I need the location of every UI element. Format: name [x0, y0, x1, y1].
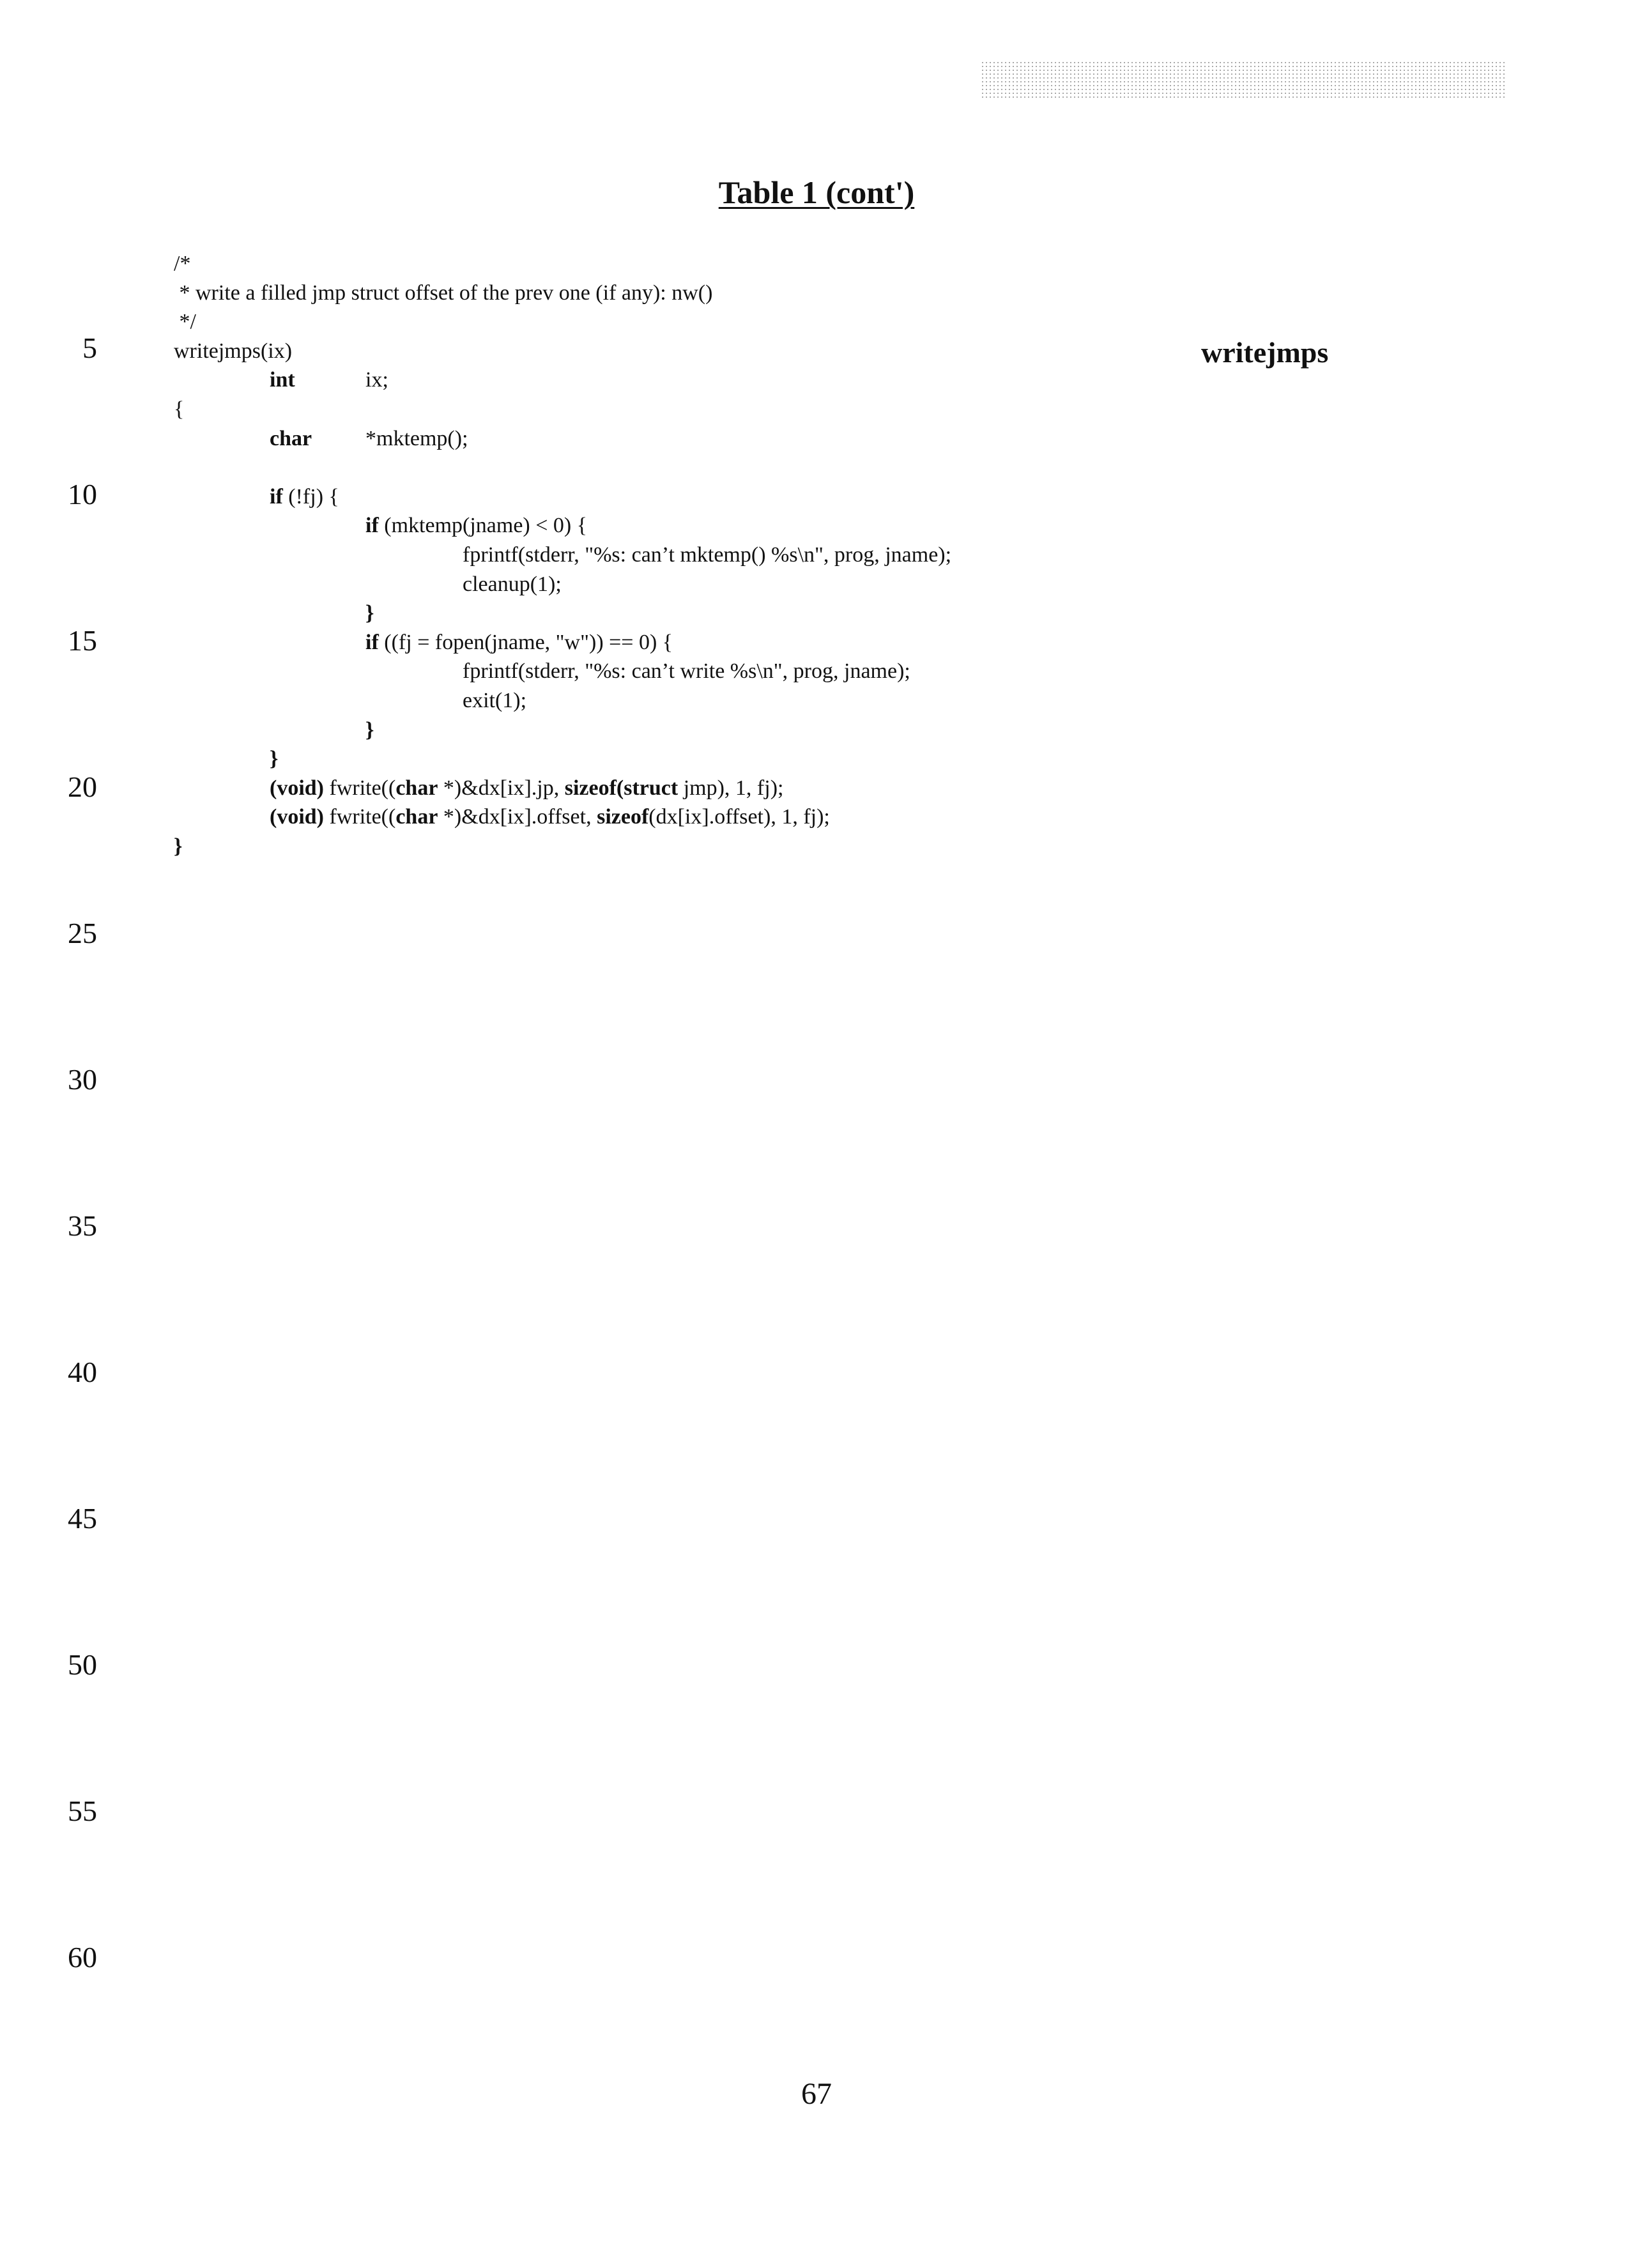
code-line: [174, 774, 951, 803]
code-line: [174, 657, 951, 686]
keyword: sizeof: [597, 805, 649, 829]
line-number: 35: [68, 1209, 97, 1242]
code-listing: [174, 249, 951, 861]
code-text: (dx[ix].offset), 1, fj);: [648, 805, 830, 829]
code-line: [174, 744, 951, 774]
keyword: char: [395, 776, 438, 800]
keyword: (void): [270, 776, 324, 800]
brace: }: [174, 834, 183, 858]
line-number: 25: [68, 917, 97, 949]
page-title: Table 1 (cont'): [718, 174, 915, 210]
code-text: *)&dx[ix].offset,: [438, 805, 597, 829]
code-text: fwrite((: [324, 776, 396, 800]
code-line: [174, 307, 951, 337]
code-text: (!fj) {: [282, 484, 339, 509]
line-number: 20: [68, 770, 97, 803]
code-line: [174, 365, 951, 395]
code-line: [174, 802, 951, 832]
code-line: [174, 540, 951, 570]
code-line: [174, 424, 951, 454]
blank-line: [174, 453, 951, 482]
line-number: 50: [68, 1648, 97, 1681]
keyword: if: [270, 484, 283, 509]
line-number: 45: [68, 1502, 97, 1535]
comment-open: /*: [174, 252, 191, 275]
brace: }: [365, 601, 374, 625]
keyword: char: [395, 805, 438, 829]
keyword: if: [365, 630, 379, 654]
code-line: [174, 599, 951, 628]
line-number: 10: [68, 478, 97, 510]
page-number: 67: [801, 2077, 832, 2111]
code-line: [174, 832, 951, 861]
line-number: 55: [68, 1795, 97, 1827]
code-line: [174, 570, 951, 599]
code-line: [174, 686, 951, 716]
keyword: char: [270, 426, 312, 450]
line-number: 40: [68, 1356, 97, 1388]
code-line: [174, 395, 951, 424]
function-name-label: writejmps: [1201, 336, 1329, 369]
line-number: 5: [82, 332, 97, 364]
code-text: cleanup(1);: [463, 572, 562, 596]
code-line: [174, 628, 951, 657]
code-text: *mktemp();: [365, 426, 468, 450]
code-line: [174, 511, 951, 540]
code-text: *)&dx[ix].jp,: [438, 776, 565, 800]
code-text: jmp), 1, fj);: [678, 776, 784, 800]
keyword: int: [270, 368, 295, 392]
code-line: [174, 249, 951, 279]
brace: }: [270, 747, 279, 771]
code-text: ((fj = fopen(jname, "w")) == 0) {: [378, 630, 673, 654]
brace: {: [174, 397, 185, 421]
brace: }: [365, 717, 374, 742]
code-line: [174, 716, 951, 745]
code-text: (mktemp(jname) < 0) {: [378, 514, 588, 538]
code-line: [174, 279, 951, 308]
comment-text: * write a filled jmp struct offset of the prev one (if any): nw(): [174, 280, 713, 305]
keyword: (void): [270, 805, 324, 829]
function-signature: writejmps(ix): [174, 339, 293, 363]
code-text: fwrite((: [324, 805, 396, 829]
line-number: 60: [68, 1941, 97, 1973]
comment-close: */: [174, 310, 196, 334]
code-text: exit(1);: [463, 688, 527, 712]
line-number: 30: [68, 1063, 97, 1096]
code-line: [174, 337, 951, 366]
code-text: fprintf(stderr, "%s: can’t mktemp() %s\n", prog, jname);: [463, 542, 952, 567]
keyword: sizeof(struct: [564, 776, 678, 800]
document-number-header: [981, 61, 1505, 99]
line-number: 15: [68, 624, 97, 657]
code-line: [174, 482, 951, 512]
keyword: if: [365, 514, 379, 538]
code-text: ix;: [365, 368, 388, 392]
code-text: fprintf(stderr, "%s: can’t write %s\n", prog, jname);: [463, 659, 910, 684]
